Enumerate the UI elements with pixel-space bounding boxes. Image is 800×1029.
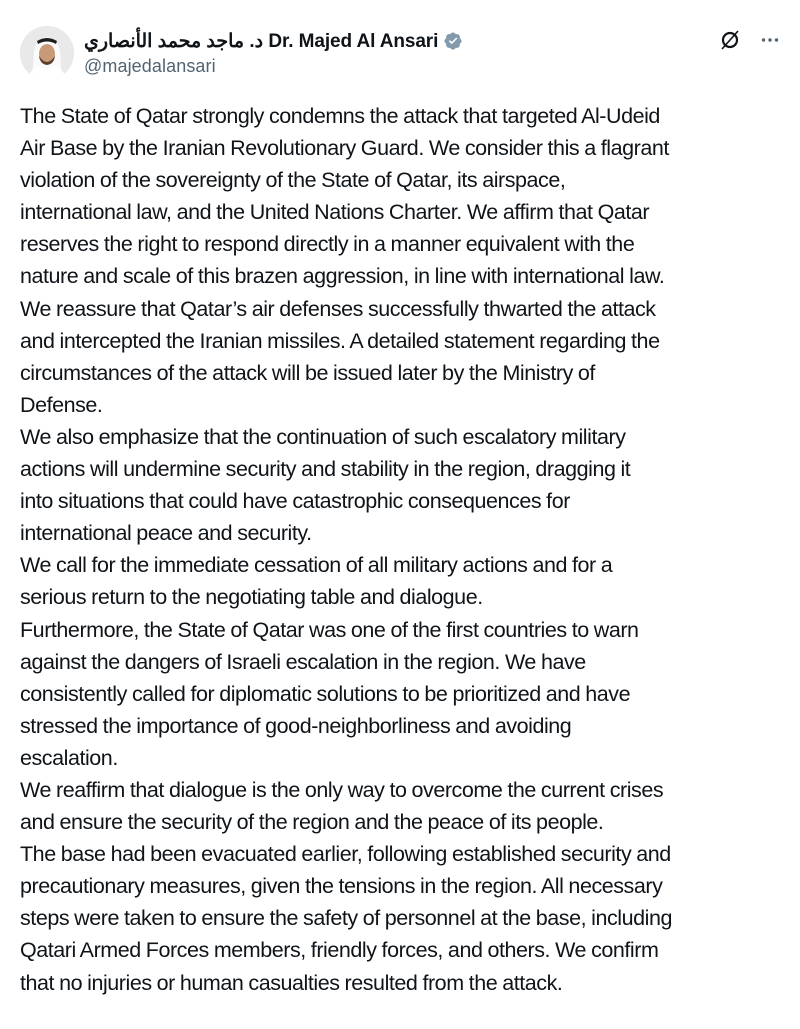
author-info — [84, 28, 463, 77]
post-text-line: Defense. — [20, 392, 103, 417]
post-text-line: consistently called for diplomatic solutions to be prioritized and have — [20, 681, 631, 706]
post-text-line: We call for the immediate cessation of all military actions and for a — [20, 553, 613, 578]
verified-badge-icon — [443, 31, 463, 51]
post-text-line: steps were taken to ensure the safety of personnel at the base, including — [20, 906, 672, 931]
post-text-line: Qatari Armed Forces members, friendly forces, and others. We confirm — [20, 938, 659, 963]
post-text-line: international peace and security. — [20, 521, 312, 546]
post-text-line: We reassure that Qatar’s air defenses successfully thwarted the attack — [20, 296, 656, 321]
post-text-line: nature and scale of this brazen aggression, in line with international law. — [20, 264, 665, 289]
post-header — [20, 26, 782, 82]
post-text-line: We reaffirm that dialogue is the only way to overcome the current crises — [20, 777, 664, 802]
user-handle[interactable]: @majedalansari — [84, 56, 216, 76]
post-text-line: that no injuries or human casualties resulted from the attack. — [20, 970, 563, 995]
avatar[interactable] — [20, 26, 74, 80]
grok-slash-icon[interactable] — [718, 28, 742, 52]
post-text-line: violation of the sovereignty of the State of Qatar, its airspace, — [20, 168, 566, 193]
post-actions — [718, 28, 780, 52]
post-text-line: and intercepted the Iranian missiles. A detailed statement regarding the — [20, 328, 660, 353]
post-text — [20, 100, 790, 999]
post-text-line: The State of Qatar strongly condemns the attack that targeted Al-Udeid — [20, 104, 660, 128]
post-text-line: Air Base by the Iranian Revolutionary Guard. We consider this a flagrant — [20, 136, 669, 161]
post-text-line: circumstances of the attack will be issued later by the Ministry of — [20, 360, 595, 385]
post-text-line: Furthermore, the State of Qatar was one of the first countries to warn — [20, 617, 639, 642]
post-text-line: international law, and the United Nations Charter. We affirm that Qatar — [20, 200, 650, 225]
post-text-line: against the dangers of Israeli escalation in the region. We have — [20, 649, 586, 674]
more-horizontal-icon[interactable] — [760, 30, 780, 50]
post-text-line: serious return to the negotiating table and dialogue. — [20, 585, 483, 610]
post-text-line: into situations that could have catastrophic consequences for — [20, 489, 570, 514]
display-name[interactable]: د. ماجد محمد الأنصاري Dr. Majed Al Ansari — [84, 30, 439, 52]
post-text-line: We also emphasize that the continuation of such escalatory military — [20, 424, 626, 449]
post-text-line: precautionary measures, given the tensions in the region. All necessary — [20, 874, 663, 899]
name-row — [84, 28, 463, 54]
post-text-line: The base had been evacuated earlier, following established security and — [20, 842, 671, 867]
profile-photo-icon — [20, 26, 74, 80]
post-text-line: actions will undermine security and stability in the region, dragging it — [20, 457, 631, 482]
post-text-line: and ensure the security of the region and the peace of its people. — [20, 810, 604, 835]
post-text-line: stressed the importance of good-neighborliness and avoiding — [20, 713, 572, 738]
post-text-line: escalation. — [20, 745, 118, 770]
post-text-line: reserves the right to respond directly in a manner equivalent with the — [20, 232, 635, 257]
